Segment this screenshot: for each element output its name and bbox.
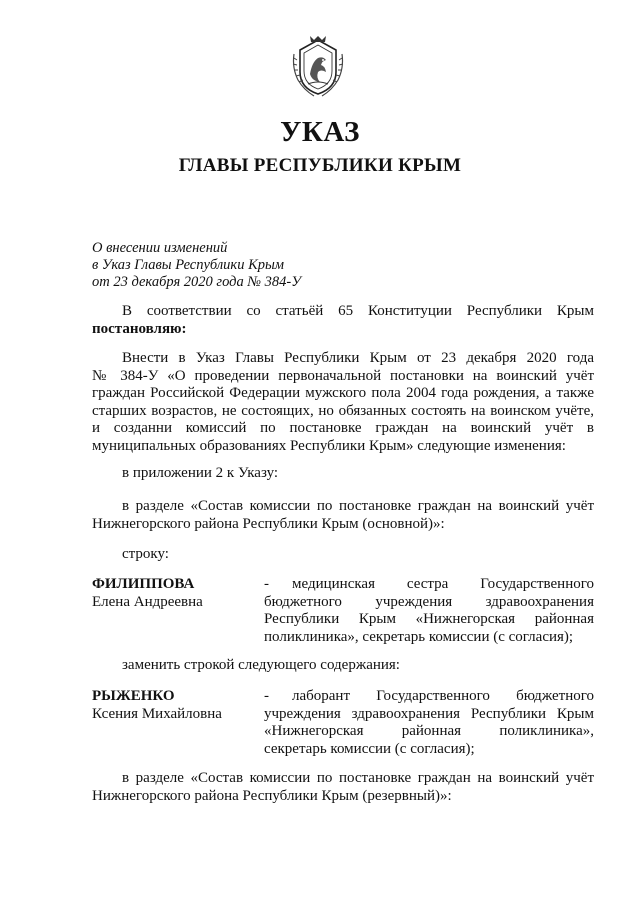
paragraph-line: старших возрастов, не состоящих, но обязанных состоять на воинском учёте, [92,402,594,419]
subject-line: в Указ Главы Республики Крым [92,257,285,273]
paragraph-line: в разделе «Состав комиссии по постановке граждан на воинский учёт [122,498,594,514]
paragraph-line: муниципальных образованиях Республики Крым» следующие изменения: [92,437,566,454]
coat-of-arms-icon [290,34,346,98]
paragraph-line: и созданни комиссий по постановке граждан на воинский учёт в [92,420,594,436]
member-given-names: Ксения Михайловна [92,705,222,722]
member-given-names: Елена Андреевна [92,593,203,610]
resolution-word: постановляю: [92,320,187,337]
paragraph-line: граждан Российской Федерации мужского пола 2004 года рождения, а также [92,385,594,401]
member-position [264,576,594,646]
paragraph-line: Нижнегорского района Республики Крым (основной)»: [92,515,445,532]
appendix-line: в приложении 2 к Указу: [122,465,279,481]
member-name [92,576,262,611]
replace-label: заменить строкой следующего содержания: [122,657,400,673]
intro-paragraph [92,303,594,338]
paragraph-line: Нижнегорского района Республики Крым (резервный)»: [92,787,452,804]
subject-line: от 23 декабря 2020 года № 384-У [92,274,301,290]
member-name [92,688,262,723]
paragraph-line: № 384-У «О проведении первоначальной постановки на воинский учёт [92,367,594,384]
dash-separator: - [264,688,269,704]
document-subject [92,240,301,291]
paragraph-line: в разделе «Состав комиссии по постановке граждан на воинский учёт [122,770,594,786]
paragraph-line: Внести в Указ Главы Республики Крым от 23 декабря 2020 года [122,350,594,366]
document-title: УКАЗ [280,116,360,148]
position-line: Республики Крым «Нижнегорская районная [264,611,594,627]
member-surname: РЫЖЕНКО [92,688,175,704]
position-line: бюджетного учреждения здравоохранения [264,593,594,610]
position-line: секретарь комиссии (с согласия); [264,740,475,757]
main-paragraph [92,350,594,455]
member-surname: ФИЛИППОВА [92,576,195,592]
position-line: «Нижнегорская районная поликлиника», [264,723,594,739]
dash-separator: - [264,576,269,592]
position-line: учреждения здравоохранения Республики Крым [264,705,594,722]
position-line: лаборант Государственного бюджетного [292,688,594,704]
subject-line: О внесении изменений [92,240,228,256]
row-label: строку: [122,546,169,562]
paragraph-line: В соответствии со статьёй 65 Конституции Республики Крым [122,303,594,319]
section-main-paragraph [92,498,594,533]
position-line: поликлиника», секретарь комиссии (с согласия); [264,628,574,645]
member-position [264,688,594,758]
section-reserve-paragraph [92,770,594,805]
position-line: медицинская сестра Государственного [292,576,594,592]
document-subtitle: ГЛАВЫ РЕСПУБЛИКИ КРЫМ [178,155,462,176]
